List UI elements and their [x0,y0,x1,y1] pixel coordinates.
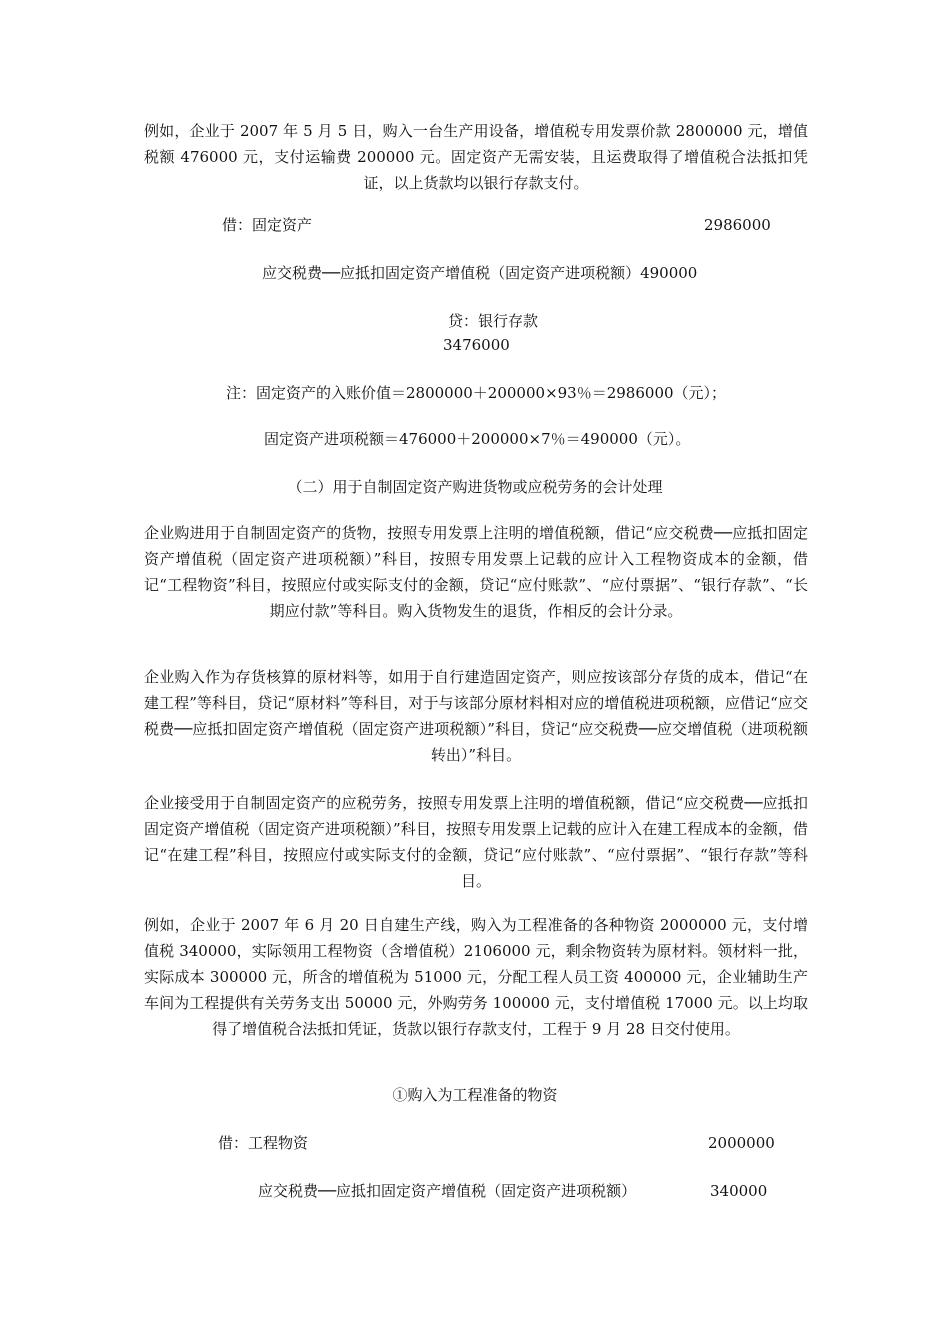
section-paragraph-2: 企业购入作为存货核算的原材料等，如用于自行建造固定资产，则应按该部分存货的成本，借记“在建工程”等科目，贷记“原材料”等科目，对于与该部分原材料相对应的增值税进项税额，应借记“应交税费──应抵扣固定资产增值税（固定资产进项税额）”科目，贷记“应交税费──应交增值税（进项税额转出）”科目。 [144,668,808,764]
debit-materials-amount: 2000000 [708,1134,775,1152]
debit-fixed-assets-label: 借：固定资产 [222,216,313,234]
example1-paragraph: 例如，企业于 2007 年 5 月 5 日，购入一台生产用设备，增值税专用发票价款 2800000 元，增值税额 476000 元，支付运输费 200000 元。固定资产无需安装，且运费取得了增值税合法抵扣凭证，以上货款均以银行存款支付。 [144,122,808,192]
section-heading: （二）用于自制固定资产购进货物或应税劳务的会计处理 [287,478,663,496]
credit-bank-amount: 3476000 [443,336,510,354]
section-paragraph-3: 企业接受用于自制固定资产的应税劳务，按照专用发票上注明的增值税额，借记“应交税费──应抵扣固定资产增值税（固定资产进项税额）”科目，按照专用发票上记载的应计入在建工程成本的金额，借记“在建工程”科目，按照应付或实际支付的金额，贷记“应付账款”、“应付票据”、“银行存款”等科目。 [144,794,808,890]
tax-payable-line: 应交税费──应抵扣固定资产增值税（固定资产进项税额）490000 [262,264,698,282]
credit-bank-label: 贷：银行存款 [448,312,539,330]
tax-payable-label-2: 应交税费──应抵扣固定资产增值税（固定资产进项税额） [258,1182,637,1200]
note-line-2: 固定资产进项税额＝476000＋200000×7％＝490000（元）。 [264,430,691,448]
tax-payable-amount-2: 340000 [710,1182,768,1200]
note-line-1: 注：固定资产的入账价值＝2800000＋200000×93％＝2986000（元）； [226,384,727,402]
debit-materials-label: 借：工程物资 [218,1134,309,1152]
example2-paragraph: 例如，企业于 2007 年 6 月 20 日自建生产线，购入为工程准备的各种物资 2000000 元，支付增值税 340000，实际领用工程物资（含增值税）2106000 元，剩余物资转为原材料。领材料一批，实际成本 300000 元，所含的增值税为 51000 元，分配工程人员工资 400000 元，企业辅助生产车间为工程提供有关劳务支出 50000 元，外购劳务 100000 元，支付增值税 17000 元。以上均取得了增值税合法抵扣凭证，货款以银行存款支付，工程于 9 月 28 日交付使用。 [144,916,808,1038]
section-paragraph-1: 企业购进用于自制固定资产的货物，按照专用发票上注明的增值税额，借记“应交税费──应抵扣固定资产增值税（固定资产进项税额）”科目，按照专用发票上记载的应计入工程物资成本的金额，借记“工程物资”科目，按照应付或实际支付的金额，贷记“应付账款”、“应付票据”、“银行存款”、“长期应付款”等科目。购入货物发生的退货，作相反的会计分录。 [144,524,808,620]
debit-fixed-assets-amount: 2986000 [704,216,771,234]
step1-heading: ①购入为工程准备的物资 [392,1086,558,1104]
